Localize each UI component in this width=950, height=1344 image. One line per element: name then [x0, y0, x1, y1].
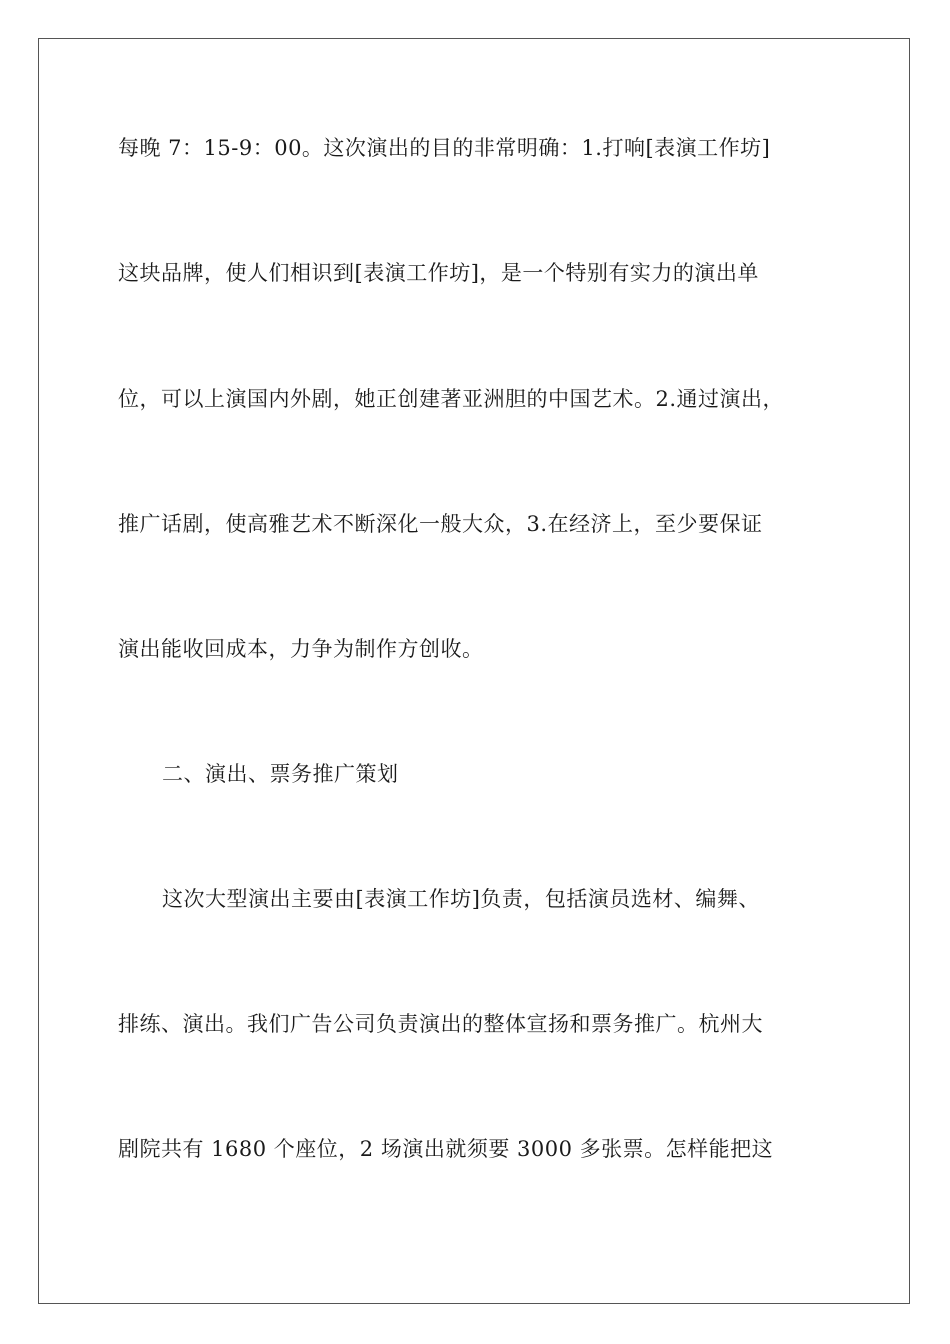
paragraph-line-1: 每晚 7：15-9：00。这次演出的目的非常明确：1.打响[表演工作坊] — [118, 136, 771, 160]
section-heading: 二、演出、票务推广策划 — [162, 762, 399, 786]
paragraph-line-7: 这次大型演出主要由[表演工作坊]负责，包括演员选材、编舞、 — [162, 887, 760, 911]
paragraph-line-4: 推广话剧，使高雅艺术不断深化一般大众，3.在经济上，至少要保证 — [118, 512, 763, 536]
page-frame — [38, 38, 910, 1304]
paragraph-line-8: 排练、演出。我们广告公司负责演出的整体宣扬和票务推广。杭州大 — [118, 1012, 763, 1036]
paragraph-line-5: 演出能收回成本，力争为制作方创收。 — [118, 637, 484, 661]
paragraph-line-2: 这块品牌，使人们相识到[表演工作坊]，是一个特别有实力的演出单 — [118, 261, 759, 285]
paragraph-line-9: 剧院共有 1680 个座位，2 场演出就须要 3000 多张票。怎样能把这 — [118, 1137, 774, 1161]
paragraph-line-3: 位，可以上演国内外剧，她正创建著亚洲胆的中国艺术。2.通过演出， — [118, 387, 785, 411]
